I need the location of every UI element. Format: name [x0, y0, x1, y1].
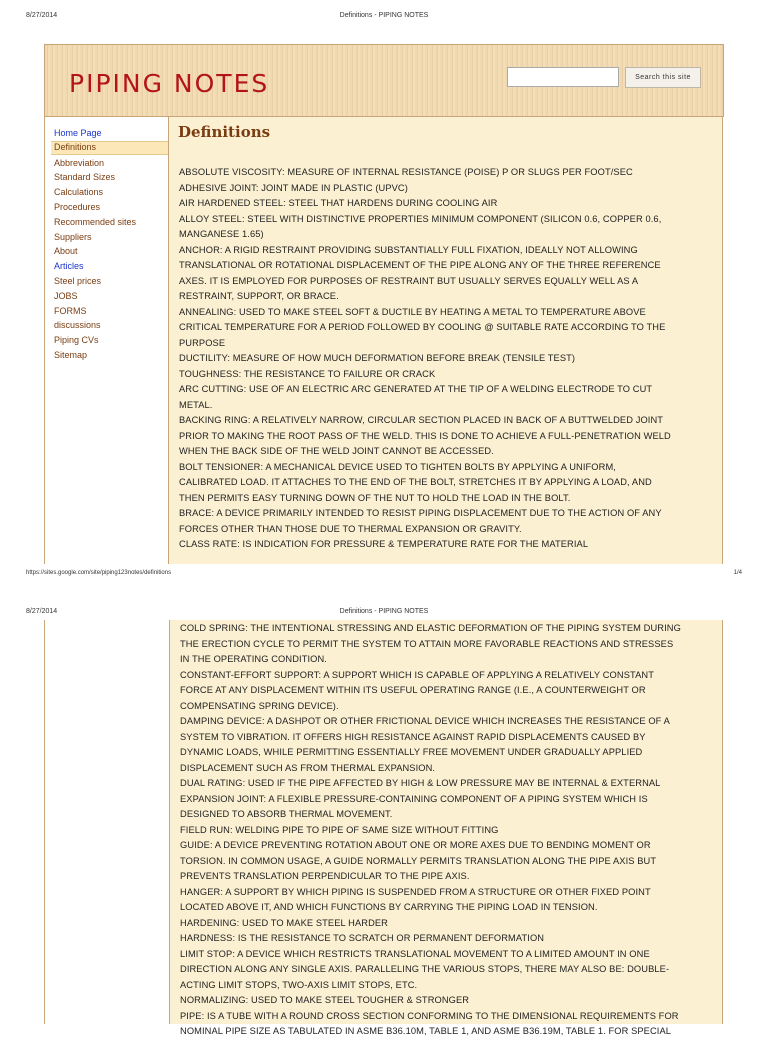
sidebar-item-abbreviation[interactable]: Abbreviation	[54, 157, 105, 168]
sidebar-item-standard-sizes[interactable]: Standard Sizes	[54, 172, 116, 183]
sidebar-item-recommended-sites[interactable]: Recommended sites	[54, 216, 137, 227]
definition-line: DUAL RATING: USED IF THE PIPE AFFECTED BY HIGH & LOW PRESSURE MAY BE INTERNAL & EXTERNAL	[180, 778, 661, 788]
definition-line: DIRECTION ALONG ANY SINGLE AXIS. PARALLELING THE VARIOUS STOPS, THERE MAY ALSO BE: DOUBLE-	[180, 964, 670, 974]
definition-line: LIMIT STOP: A DEVICE WHICH RESTRICTS TRANSLATIONAL MOVEMENT TO A LIMITED AMOUNT IN ONE	[180, 948, 650, 959]
site-banner	[44, 44, 724, 117]
definition-line: PURPOSE	[179, 337, 226, 348]
search-button[interactable]: Search this site	[625, 67, 701, 88]
definition-line: PRIOR TO MAKING THE ROOT PASS OF THE WELD. THIS IS DONE TO ACHIEVE A FULL-PENETRATION WELD	[179, 430, 671, 441]
definition-line: IN THE OPERATING CONDITION.	[180, 654, 327, 664]
definition-line: HANGER: A SUPPORT BY WHICH PIPING IS SUSPENDED FROM A STRUCTURE OR OTHER FIXED POINT	[180, 886, 651, 897]
definition-line: RESTRAINT, SUPPORT, OR BRACE.	[179, 291, 339, 301]
definition-line: EXPANSION JOINT: A FLEXIBLE PRESSURE-CONTAINING COMPONENT OF A PIPING SYSTEM WHICH IS	[180, 793, 648, 804]
definition-line: DAMPING DEVICE: A DASHPOT OR OTHER FRICTIONAL DEVICE WHICH INCREASES THE RESISTANCE OF A	[180, 716, 670, 726]
site-title[interactable]: PIPING NOTES	[69, 69, 270, 98]
definition-line: FIELD RUN: WELDING PIPE TO PIPE OF SAME SIZE WITHOUT FITTING	[180, 824, 499, 835]
print-date-page2: 8/27/2014	[26, 608, 58, 615]
definition-line: DUCTILITY: MEASURE OF HOW MUCH DEFORMATION BEFORE BREAK (TENSILE TEST)	[179, 353, 576, 363]
definition-line: COLD SPRING: THE INTENTIONAL STRESSING AND ELASTIC DEFORMATION OF THE PIPING SYSTEM DURING	[180, 623, 681, 633]
definition-line: DYNAMIC LOADS, WHILE PERMITTING ESSENTIALLY FREE MOVEMENT UNDER GRADUALLY APPLIED	[180, 747, 643, 757]
sidebar-item-discussions[interactable]: discussions	[54, 320, 101, 331]
definition-line: THEN PERMITS EASY TURNING DOWN OF THE NUT TO HOLD THE LOAD IN THE BOLT.	[179, 492, 571, 503]
sidebar-item-piping-cvs[interactable]: Piping CVs	[54, 335, 99, 346]
definition-line: WHEN THE BACK SIDE OF THE WELD JOINT CANNOT BE ACCESSED.	[179, 446, 494, 456]
definition-line: COMPENSATING SPRING DEVICE).	[180, 700, 339, 711]
search-input[interactable]	[507, 67, 619, 87]
sidebar-item-sitemap[interactable]: Sitemap	[54, 349, 88, 360]
page-title: Definitions	[178, 123, 271, 141]
definition-line: PIPE: IS A TUBE WITH A ROUND CROSS SECTION CONFORMING TO THE DIMENSIONAL REQUIREMENTS FOR	[180, 1010, 679, 1021]
sidebar-nav	[45, 117, 169, 564]
frame-left-border-page2	[44, 620, 45, 1024]
print-page-number: 1/4	[733, 570, 742, 576]
sidebar-item-home-page[interactable]: Home Page	[54, 128, 102, 138]
sidebar-item-calculations[interactable]: Calculations	[54, 187, 104, 198]
definition-line: ANNEALING: USED TO MAKE STEEL SOFT & DUCTILE BY HEATING A METAL TO TEMPERATURE ABOVE	[179, 306, 646, 317]
definition-line: BRACE: A DEVICE PRIMARILY INTENDED TO RESIST PIPING DISPLACEMENT DUE TO THE ACTION OF ANY	[179, 508, 662, 518]
definition-line: FORCES OTHER THAN THOSE DUE TO THERMAL EXPANSION OR GRAVITY.	[179, 523, 522, 534]
definition-line: CONSTANT-EFFORT SUPPORT: A SUPPORT WHICH IS CAPABLE OF APPLYING A RELATIVELY CONSTANT	[180, 669, 654, 680]
definition-line: HARDENING: USED TO MAKE STEEL HARDER	[180, 917, 388, 928]
definition-line: ACTING LIMIT STOPS, TWO-AXIS LIMIT STOPS, ETC.	[180, 979, 418, 990]
definition-line: TRANSLATIONAL OR ROTATIONAL DISPLACEMENT OF THE PIPE ALONG ANY OF THE THREE REFERENCE	[179, 260, 661, 270]
definition-line: DESIGNED TO ABSORB THERMAL MOVEMENT.	[180, 809, 393, 819]
definition-line: TORSION. IN COMMON USAGE, A GUIDE NORMALLY PERMITS TRANSLATION ALONG THE PIPE AXIS BUT	[180, 855, 657, 866]
sidebar-item-suppliers[interactable]: Suppliers	[54, 231, 92, 242]
definition-line: AIR HARDENED STEEL: STEEL THAT HARDENS DURING COOLING AIR	[179, 198, 498, 208]
sidebar-item-articles[interactable]: Articles	[54, 261, 84, 272]
sidebar-item-procedures[interactable]: Procedures	[54, 201, 101, 212]
definition-line: ALLOY STEEL: STEEL WITH DISTINCTIVE PROPERTIES MINIMUM COMPONENT (SILICON 0.6, COPPER 0.6,	[179, 213, 662, 224]
definition-line: METAL.	[179, 399, 213, 410]
definition-line: THE ERECTION CYCLE TO PERMIT THE SYSTEM TO ATTAIN MORE FAVORABLE REACTIONS AND STRESSES	[180, 638, 674, 649]
definition-line: GUIDE: A DEVICE PREVENTING ROTATION ABOUT ONE OR MORE AXES DUE TO BENDING MOMENT OR	[180, 840, 651, 850]
definition-line: CALIBRATED LOAD. IT ATTACHES TO THE END OF THE BOLT, STRETCHES IT BY APPLYING A LOAD, AND	[179, 477, 652, 487]
definition-line: DISPLACEMENT SUCH AS FROM THERMAL EXPANSION.	[180, 762, 436, 773]
definition-line: SYSTEM TO VIBRATION. IT OFFERS HIGH RESISTANCE AGAINST RAPID DISPLACEMENTS CAUSED BY	[180, 731, 646, 742]
definitions-list-page2	[180, 621, 716, 1040]
print-doc-title-page2: Definitions - PIPING NOTES	[339, 608, 429, 615]
definition-line: BACKING RING: A RELATIVELY NARROW, CIRCULAR SECTION PLACED IN BACK OF A BUTTWELDED JOINT	[179, 415, 664, 425]
definitions-list-page1	[179, 165, 715, 553]
main-content-page2	[169, 620, 723, 1036]
print-header	[0, 12, 768, 26]
definition-line: TOUGHNESS: THE RESISTANCE TO FAILURE OR CRACK	[179, 368, 436, 379]
definition-line: LOCATED ABOVE IT, AND WHICH FUNCTIONS BY CARRYING THE PIPING LOAD IN TENSION.	[180, 902, 598, 912]
definition-line: NOMINAL PIPE SIZE AS TABULATED IN ASME B36.10M, TABLE 1, AND ASME B36.19M, TABLE 1. FOR SPECIAL	[180, 1026, 672, 1036]
print-url: https://sites.google.com/site/piping123notes/definitions	[26, 570, 172, 576]
print-footer	[0, 570, 768, 582]
definition-line: PREVENTS TRANSLATION PERPENDICULAR TO THE PIPE AXIS.	[180, 871, 470, 881]
definition-line: NORMALIZING: USED TO MAKE STEEL TOUGHER & STRONGER	[180, 995, 470, 1005]
definition-line: FORCE AT ANY DISPLACEMENT WITHIN ITS USEFUL OPERATING RANGE (I.E., A COUNTERWEIGHT OR	[180, 685, 646, 695]
definition-line: CLASS RATE: IS INDICATION FOR PRESSURE & TEMPERATURE RATE FOR THE MATERIAL	[179, 539, 589, 549]
sidebar-item-about[interactable]: About	[54, 246, 78, 257]
sidebar-item-jobs[interactable]: JOBS	[54, 290, 78, 301]
sidebar-item-steel-prices[interactable]: Steel prices	[54, 275, 102, 286]
definition-line: MANGANESE 1.65)	[179, 229, 264, 239]
definition-line: ADHESIVE JOINT: JOINT MADE IN PLASTIC (UPVC)	[179, 182, 408, 193]
definition-line: CRITICAL TEMPERATURE FOR A PERIOD FOLLOWED BY COOLING @ SUITABLE RATE ACCORDING TO THE	[179, 322, 666, 332]
print-date: 8/27/2014	[26, 12, 58, 19]
definition-line: ABSOLUTE VISCOSITY: MEASURE OF INTERNAL RESISTANCE (POISE) P OR SLUGS PER FOOT/SEC	[179, 167, 633, 177]
definition-line: ARC CUTTING: USE OF AN ELECTRIC ARC GENERATED AT THE TIP OF A WELDING ELECTRODE TO CUT	[179, 384, 653, 394]
main-content-page1	[169, 117, 723, 564]
sidebar-item-forms[interactable]: FORMS	[54, 305, 87, 316]
definition-line: HARDNESS: IS THE RESISTANCE TO SCRATCH OR PERMANENT DEFORMATION	[180, 933, 545, 943]
definition-line: AXES. IT IS EMPLOYED FOR PURPOSES OF RESTRAINT BUT USUALLY SERVES EQUALLY WELL AS A	[179, 275, 639, 286]
definition-line: BOLT TENSIONER: A MECHANICAL DEVICE USED TO TIGHTEN BOLTS BY APPLYING A UNIFORM,	[179, 461, 616, 472]
print-doc-title: Definitions - PIPING NOTES	[339, 12, 429, 19]
sidebar-item-definitions[interactable]: Definitions	[51, 141, 168, 155]
nav-list	[51, 126, 168, 363]
definition-line: ANCHOR: A RIGID RESTRAINT PROVIDING SUBSTANTIALLY FULL FIXATION, IDEALLY NOT ALLOWING	[179, 244, 638, 255]
